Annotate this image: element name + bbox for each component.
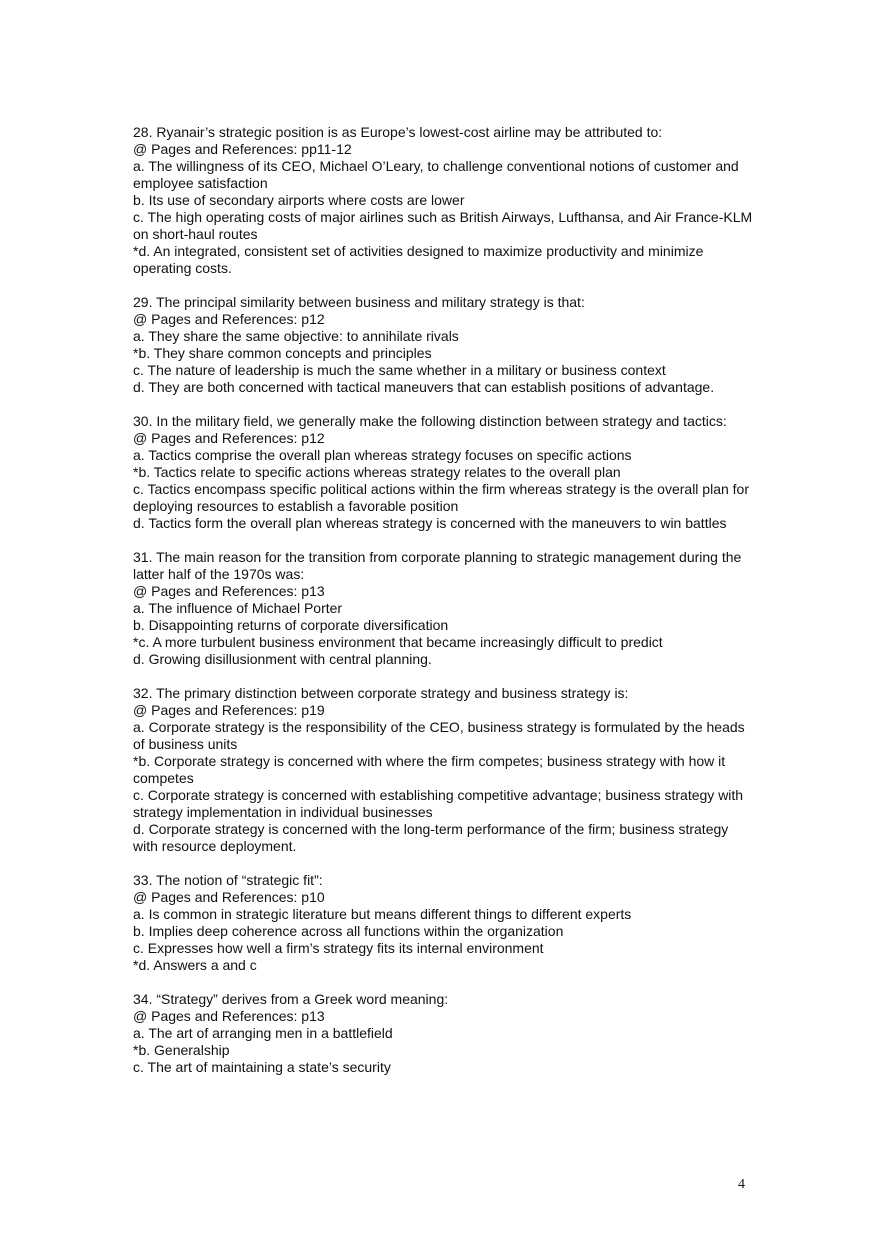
page-reference: @ Pages and References: p13 <box>133 583 325 599</box>
page-reference: @ Pages and References: p19 <box>133 702 325 718</box>
answer-option-correct: *b. Corporate strategy is concerned with where the firm competes; business strategy with how it competes <box>133 753 726 786</box>
answer-option: a. They share the same objective: to annihilate rivals <box>133 328 459 344</box>
answer-option: b. Its use of secondary airports where costs are lower <box>133 192 465 208</box>
page-number: 4 <box>738 1177 745 1192</box>
answer-option: c. The nature of leadership is much the same whether in a military or business context <box>133 362 666 378</box>
answer-option-correct: *b. Tactics relate to specific actions whereas strategy relates to the overall plan <box>133 464 621 480</box>
page-reference: @ Pages and References: p12 <box>133 311 325 327</box>
answer-option: c. Tactics encompass specific political actions within the firm whereas strategy is the overall plan for deploying resources to establish a favorable position <box>133 481 750 514</box>
question-29 <box>133 294 753 396</box>
question-stem: 31. The main reason for the transition from corporate planning to strategic management during the latter half of the 1970s was: <box>133 549 742 582</box>
question-32 <box>133 685 753 855</box>
answer-option: a. The art of arranging men in a battlefield <box>133 1025 393 1041</box>
answer-option-correct: *c. A more turbulent business environment that became increasingly difficult to predict <box>133 634 663 650</box>
question-30 <box>133 413 753 532</box>
answer-option: c. The art of maintaining a state’s security <box>133 1059 391 1075</box>
question-33 <box>133 872 753 974</box>
page-reference: @ Pages and References: p10 <box>133 889 325 905</box>
answer-option: d. Corporate strategy is concerned with the long-term performance of the firm; business strategy with resource deployment. <box>133 821 729 854</box>
question-28 <box>133 124 753 277</box>
answer-option: a. Is common in strategic literature but means different things to different experts <box>133 906 632 922</box>
question-34 <box>133 991 753 1076</box>
answer-option: c. The high operating costs of major airlines such as British Airways, Lufthansa, and Air France-KLM on short-haul routes <box>133 209 753 242</box>
question-stem: 28. Ryanair’s strategic position is as Europe’s lowest-cost airline may be attributed to: <box>133 124 663 140</box>
answer-option: b. Implies deep coherence across all functions within the organization <box>133 923 564 939</box>
answer-option: d. Tactics form the overall plan whereas strategy is concerned with the maneuvers to win battles <box>133 515 727 531</box>
answer-option: b. Disappointing returns of corporate diversification <box>133 617 449 633</box>
answer-option: a. Corporate strategy is the responsibility of the CEO, business strategy is formulated by the heads of business units <box>133 719 745 752</box>
answer-option: a. Tactics comprise the overall plan whereas strategy focuses on specific actions <box>133 447 632 463</box>
answer-option: c. Expresses how well a firm’s strategy fits its internal environment <box>133 940 544 956</box>
answer-option: a. The influence of Michael Porter <box>133 600 343 616</box>
answer-option-correct: *d. An integrated, consistent set of activities designed to maximize productivity and minimize operating costs. <box>133 243 704 276</box>
page-reference: @ Pages and References: p12 <box>133 430 325 446</box>
question-stem: 29. The principal similarity between business and military strategy is that: <box>133 294 585 310</box>
question-stem: 32. The primary distinction between corporate strategy and business strategy is: <box>133 685 629 701</box>
answer-option: c. Corporate strategy is concerned with establishing competitive advantage; business strategy with strategy implementation in individual businesses <box>133 787 744 820</box>
question-31 <box>133 549 753 668</box>
page-reference: @ Pages and References: p13 <box>133 1008 325 1024</box>
answer-option: d. Growing disillusionment with central planning. <box>133 651 432 667</box>
answer-option: a. The willingness of its CEO, Michael O’Leary, to challenge conventional notions of customer and employee satisfaction <box>133 158 739 191</box>
document-body <box>133 124 753 1093</box>
question-stem: 30. In the military field, we generally make the following distinction between strategy and tactics: <box>133 413 727 429</box>
question-stem: 34. “Strategy” derives from a Greek word meaning: <box>133 991 449 1007</box>
page-reference: @ Pages and References: pp11-12 <box>133 141 352 157</box>
answer-option-correct: *b. They share common concepts and principles <box>133 345 432 361</box>
question-stem: 33. The notion of “strategic fit”: <box>133 872 323 888</box>
answer-option-correct: *d. Answers a and c <box>133 957 257 973</box>
answer-option: d. They are both concerned with tactical maneuvers that can establish positions of advantage. <box>133 379 715 395</box>
answer-option-correct: *b. Generalship <box>133 1042 230 1058</box>
